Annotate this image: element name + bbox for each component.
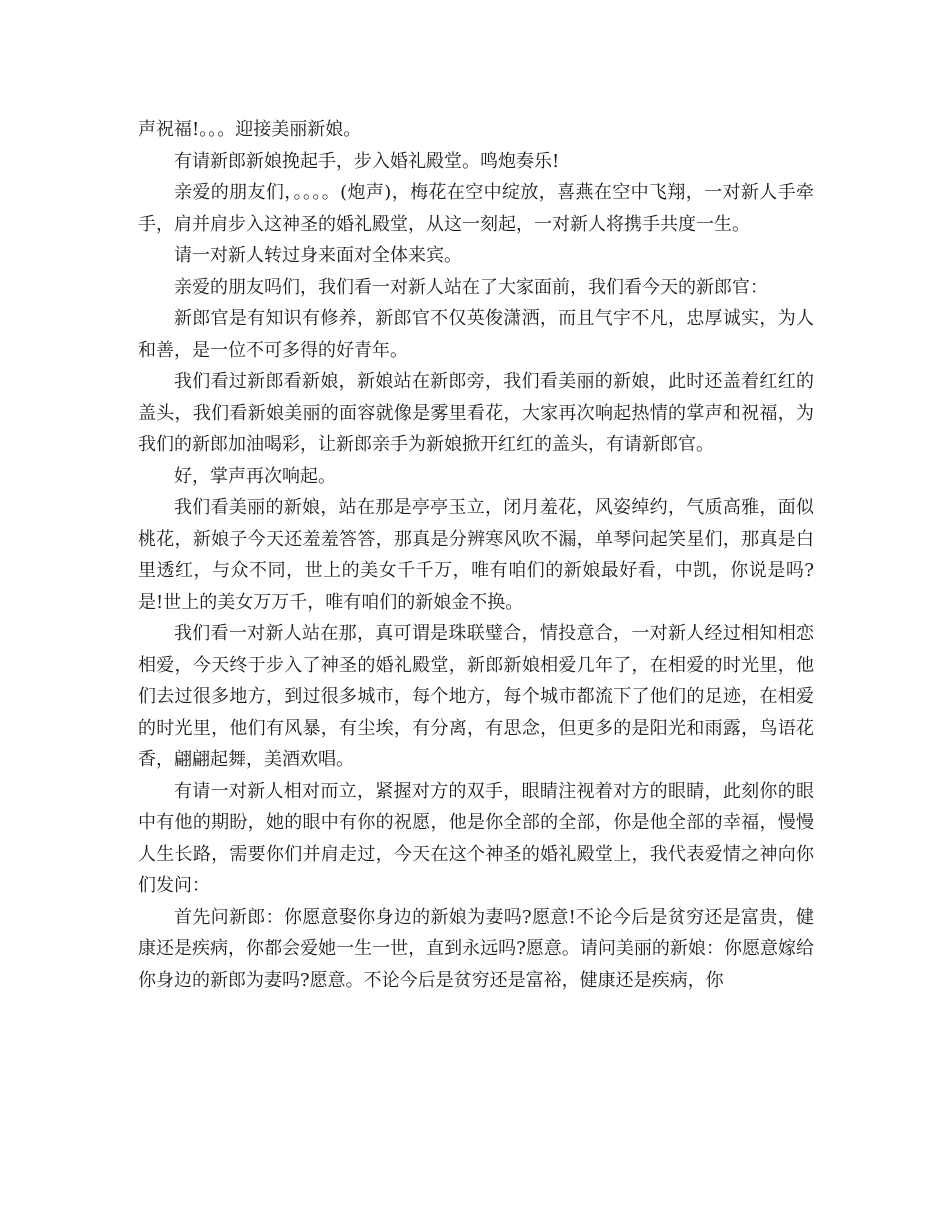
paragraph-2: 有请新郎新娘挽起手，步入婚礼殿堂。鸣炮奏乐! (174, 150, 560, 172)
paragraph-8: 好，掌声再次响起。 (174, 465, 336, 487)
paragraph-3: 亲爱的朋友们，。。。。(炮声)，梅花在空中绽放，喜燕在空中飞翔，一对新人手牵手，肩并肩步入这神圣的婚礼殿堂，从这一刻起，一对新人将携手共度一生。 (138, 182, 814, 235)
document-body (138, 114, 814, 996)
paragraph-5: 亲爱的朋友吗们，我们看一对新人站在了大家面前，我们看今天的新郎官： (174, 276, 768, 298)
paragraph-11: 有请一对新人相对而立，紧握对方的双手，眼睛注视着对方的眼睛，此刻你的眼中有他的期盼，她的眼中有你的祝愿，他是你全部的全部，你是他全部的幸福，慢慢人生长路，需要你们并肩走过，今天在这个神圣的婚礼殿堂上，我代表爱情之神向你们发问： (138, 780, 814, 896)
paragraph-12: 首先问新郎：你愿意娶你身边的新娘为妻吗?愿意!不论今后是贫穷还是富贵，健康还是疾病，你都会爱她一生一世，直到永远吗?愿意。请问美丽的新娘：你愿意嫁给你身边的新郎为妻吗?愿意。不论今后是贫穷还是富裕，健康还是疾病，你 (138, 906, 814, 991)
paragraph-9: 我们看美丽的新娘，站在那是亭亭玉立，闭月羞花，风姿绰约，气质高雅，面似桃花，新娘子今天还羞羞答答，那真是分辨寒风吹不漏，单琴问起笑星们，那真是白里透红，与众不同，世上的美女千千万，唯有咱们的新娘最好看，中凯，你说是吗?是!世上的美女万万千，唯有咱们的新娘金不换。 (138, 497, 814, 613)
paragraph-7: 我们看过新郎看新娘，新娘站在新郎旁，我们看美丽的新娘，此时还盖着红红的盖头，我们看新娘美丽的面容就像是雾里看花，大家再次响起热情的掌声和祝福，为我们的新郎加油喝彩，让新郎亲手为新娘掀开红红的盖头，有请新郎官。 (138, 371, 814, 455)
paragraph-1: 声祝福!。。。迎接美丽新娘。 (138, 119, 362, 140)
paragraph-6: 新郎官是有知识有修养，新郎官不仅英俊潇洒，而且气宇不凡，忠厚诚实，为人和善，是一位不可多得的好青年。 (138, 308, 814, 361)
paragraph-4: 请一对新人转过身来面对全体来宾。 (174, 245, 462, 266)
paragraph-10: 我们看一对新人站在那，真可谓是珠联璧合，情投意合，一对新人经过相知相恋相爱，今天终于步入了神圣的婚礼殿堂，新郎新娘相爱几年了，在相爱的时光里，他们去过很多地方，到过很多城市，每个地方，每个城市都流下了他们的足迹，在相爱的时光里，他们有风暴，有尘埃，有分离，有思念，但更多的是阳光和雨露，鸟语花香，翩翩起舞，美酒欢唱。 (138, 623, 814, 770)
